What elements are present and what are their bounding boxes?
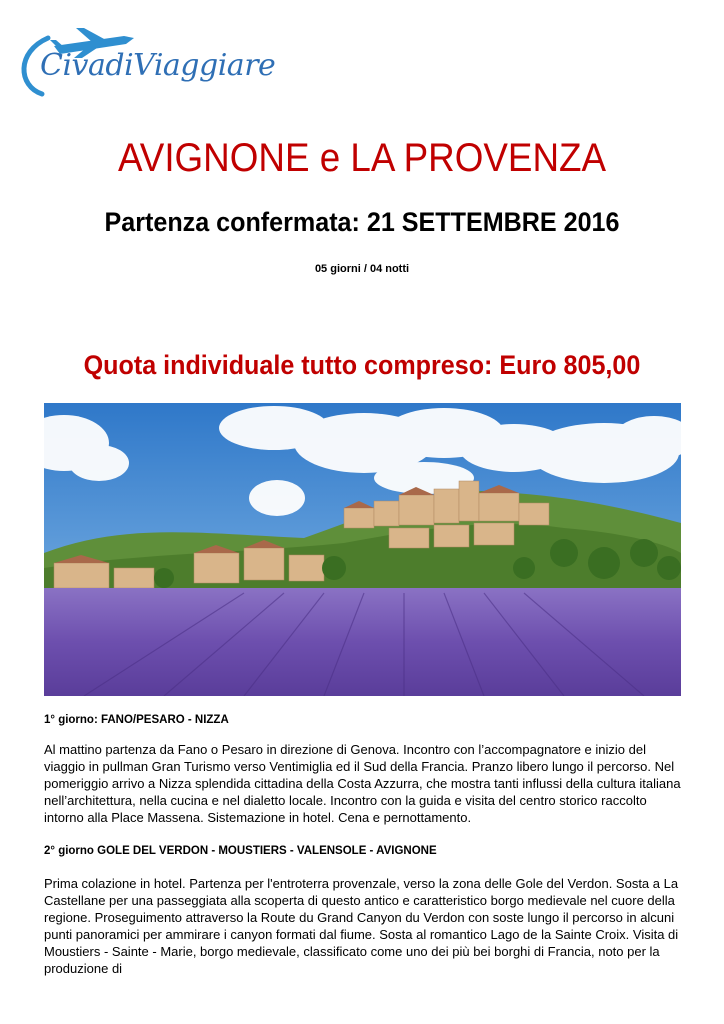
page-title: AVIGNONE e LA PROVENZA [117, 136, 607, 180]
logo-text: CivadiViaggiare [40, 48, 276, 83]
day2-description: Prima colazione in hotel. Partenza per l'entroterra provenzale, verso la zona delle Gole del Verdon. Sosta a La Castellane per una passeggiata alla scoperta di questo antico e caratteristico borgo medievale nel cuore della regione. Proseguimento attraverso la Route du Grand Canyon du Verdon con soste lungo il percorso in alcuni punti panoramici per ammirare i canyon formati dal fiume. Sosta al romantico Lago de la Sainte Croix. Visita di Moustiers - Sainte - Marie, borgo medievale, classificato come uno dei più bei borghi di Francia, noto per la produzione di [44, 876, 679, 976]
trip-duration: 05 giorni / 04 notti [314, 263, 410, 275]
day1-heading: 1° giorno: FANO/PESARO - NIZZA [44, 714, 229, 726]
day1-description: Al mattino partenza da Fano o Pesaro in direzione di Genova. Incontro con l’accompagnatore e inizio del viaggio in pullman Gran Turismo verso Ventimiglia ed il Sud della Francia. Pranzo libero lungo il percorso. Nel pomeriggio arrivo a Nizza splendida cittadina della Costa Azzurra, che mostra tanti influssi della cultura italiana nell’architettura, nella cucina e nel dialetto locale. Incontro con la guida e visita del centro storico raccolto intorno alla Place Massena. Sistemazione in hotel. Cena e pernottamento. [44, 742, 681, 825]
price-line: Quota individuale tutto compreso: Euro 805,00 [83, 350, 641, 380]
lavender-village-photo [44, 403, 681, 696]
day2-heading: 2° giorno GOLE DEL VERDON - MOUSTIERS - VALENSOLE - AVIGNONE [44, 845, 437, 857]
departure-date: Partenza confermata: 21 SETTEMBRE 2016 [104, 207, 620, 237]
